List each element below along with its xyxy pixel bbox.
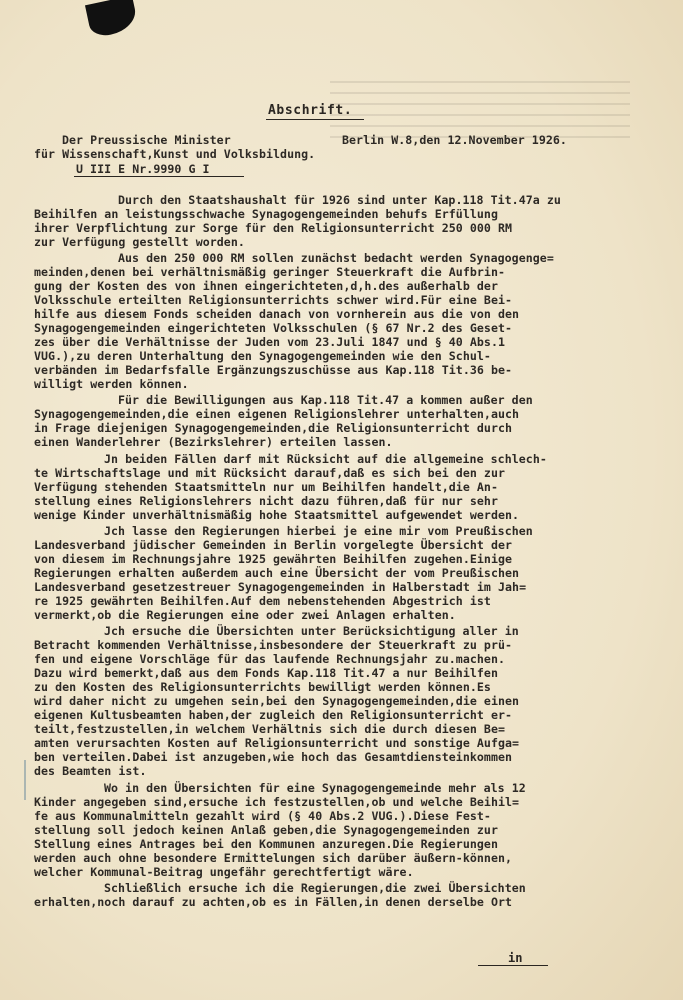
body-line: in Frage diejenigen Synagogengemeinden,die Religionsunterricht durch (34, 421, 513, 435)
body-line: eigenen Kultusbeamten haben,der zugleich den Religionsunterricht er- (34, 708, 513, 722)
body-line: von diesem im Rechnungsjahre 1925 gewährten Beihilfen zugehen.Einige (34, 552, 513, 566)
body-line: vermerkt,ob die Regierungen eine oder zwei Anlagen erhalten. (34, 608, 456, 622)
body-line: des Beamten ist. (34, 764, 147, 778)
body-line: Für die Bewilligungen aus Kap.118 Tit.47 a kommen außer den (118, 393, 533, 407)
body-line: re 1925 gewährten Beihilfen.Auf dem nebenstehenden Abgestrich ist (34, 594, 491, 608)
body-line: verbänden im Bedarfsfalle Ergänzungszuschüsse aus Kap.118 Tit.36 be- (34, 363, 513, 377)
document-title: Abschrift. (268, 103, 353, 118)
body-line: teilt,festzustellen,in welchem Verhältnis sich die durch diesen Be= (34, 722, 506, 736)
body-line: amten verursachten Kosten auf Religionsunterricht und sonstige Aufga= (34, 736, 520, 750)
body-line: werden auch ohne besondere Ermittelungen sich darüber äußern-können, (34, 851, 513, 865)
body-line: ben verteilen.Dabei ist anzugeben,wie hoch das Gesamtdiensteinkommen (34, 750, 513, 764)
body-line: Schließlich ersuche ich die Regierungen,die zwei Übersichten (104, 881, 526, 895)
body-line: Jch lasse den Regierungen hierbei je eine mir vom Preußischen (104, 524, 533, 538)
margin-pencil-mark (24, 760, 26, 800)
body-line: Dazu wird bemerkt,daß aus dem Fonds Kap.118 Tit.47 a nur Beihilfen (34, 666, 498, 680)
place-date: Berlin W.8,den 12.November 1926. (342, 133, 567, 147)
body-line: te Wirtschaftslage und mit Rücksicht darauf,daß es sich bei den zur (34, 466, 506, 480)
body-line: zes über die Verhältnisse der Juden vom 23.Juli 1847 und § 40 Abs.1 (34, 335, 506, 349)
body-line: zu den Kosten des Religionsunterrichts bewilligt werden können.Es (34, 680, 491, 694)
reference-underline (74, 176, 244, 177)
body-line: fen und eigene Vorschläge für das laufende Rechnungsjahr zu.machen. (34, 652, 506, 666)
body-line: Landesverband jüdischer Gemeinden in Berlin vorgelegte Übersicht der (34, 538, 513, 552)
page-continuation: in (508, 951, 523, 965)
body-line: gung der Kosten des von ihnen eingerichteten,d,h.des außerhalb der (34, 279, 498, 293)
body-line: welcher Kommunal-Beitrag ungefähr gerechtfertigt wäre. (34, 865, 414, 879)
continuation-underline (478, 965, 548, 966)
body-line: Durch den Staatshaushalt für 1926 sind unter Kap.118 Tit.47a zu (118, 193, 561, 207)
title-underline (266, 119, 364, 120)
body-line: ihrer Verpflichtung zur Sorge für den Religionsunterricht 250 000 RM (34, 221, 513, 235)
reference-number: U III E Nr.9990 G I (76, 162, 210, 176)
body-line: Synagogengemeinden eingerichteten Volksschulen (§ 67 Nr.2 des Geset- (34, 321, 513, 335)
body-line: wird daher nicht zu umgehen sein,bei den Synagogengemeinden,die einen (34, 694, 520, 708)
body-line: Betracht kommenden Verhältnisse,insbesondere der Steuerkraft zu prü- (34, 638, 513, 652)
body-line: zur Verfügung gestellt worden. (34, 235, 245, 249)
ink-blot (85, 0, 139, 39)
body-line: erhalten,noch darauf zu achten,ob es in Fällen,in denen derselbe Ort (34, 895, 513, 909)
body-line: einen Wanderlehrer (Bezirkslehrer) erteilen lassen. (34, 435, 393, 449)
body-line: VUG.),zu deren Unterhaltung den Synagogengemeinden wie den Schul- (34, 349, 491, 363)
body-line: fe aus Kommunalmitteln gezahlt wird (§ 40 Abs.2 VUG.).Diese Fest- (34, 809, 491, 823)
body-line: Jn beiden Fällen darf mit Rücksicht auf die allgemeine schlech- (104, 452, 547, 466)
body-line: meinden,denen bei verhältnismäßig geringer Steuerkraft die Aufbrin- (34, 265, 506, 279)
body-line: Regierungen erhalten außerdem auch eine Übersicht der vom Preußischen (34, 566, 520, 580)
body-line: Volksschule erteilten Religionsunterrichts schwer wird.Für eine Bei- (34, 293, 513, 307)
body-line: Aus den 250 000 RM sollen zunächst bedacht werden Synagogenge= (118, 251, 554, 265)
body-line: Jch ersuche die Übersichten unter Berücksichtigung aller in (104, 624, 519, 638)
body-line: Verfügung stehenden Staatsmitteln nur um Beihilfen handelt,die An- (34, 480, 498, 494)
body-line: hilfe aus diesem Fonds scheiden danach von vornherein aus die von den (34, 307, 520, 321)
sender-line-2: für Wissenschaft,Kunst und Volksbildung. (34, 147, 316, 161)
body-line: Synagogengemeinden,die einen eigenen Religionslehrer unterhalten,auch (34, 407, 520, 421)
body-line: Landesverband gesetzestreuer Synagogengemeinden in Halberstadt im Jah= (34, 580, 527, 594)
body-line: stellung eines Religionslehrers nicht dazu führen,daß für nur sehr (34, 494, 498, 508)
body-line: Beihilfen an leistungsschwache Synagogengemeinden behufs Erfüllung (34, 207, 498, 221)
body-line: Kinder angegeben sind,ersuche ich festzustellen,ob und welche Beihil= (34, 795, 520, 809)
sender-line-1: Der Preussische Minister (62, 133, 231, 147)
body-line: stellung soll jedoch keinen Anlaß geben,die Synagogengemeinden zur (34, 823, 498, 837)
body-line: willigt werden können. (34, 377, 189, 391)
body-line: Stellung eines Antrages bei den Kommunen anzuregen.Die Regierungen (34, 837, 498, 851)
body-line: Wo in den Übersichten für eine Synagogengemeinde mehr als 12 (104, 781, 526, 795)
body-line: wenige Kinder unverhältnismäßig hohe Staatsmittel aufgewendet werden. (34, 508, 520, 522)
